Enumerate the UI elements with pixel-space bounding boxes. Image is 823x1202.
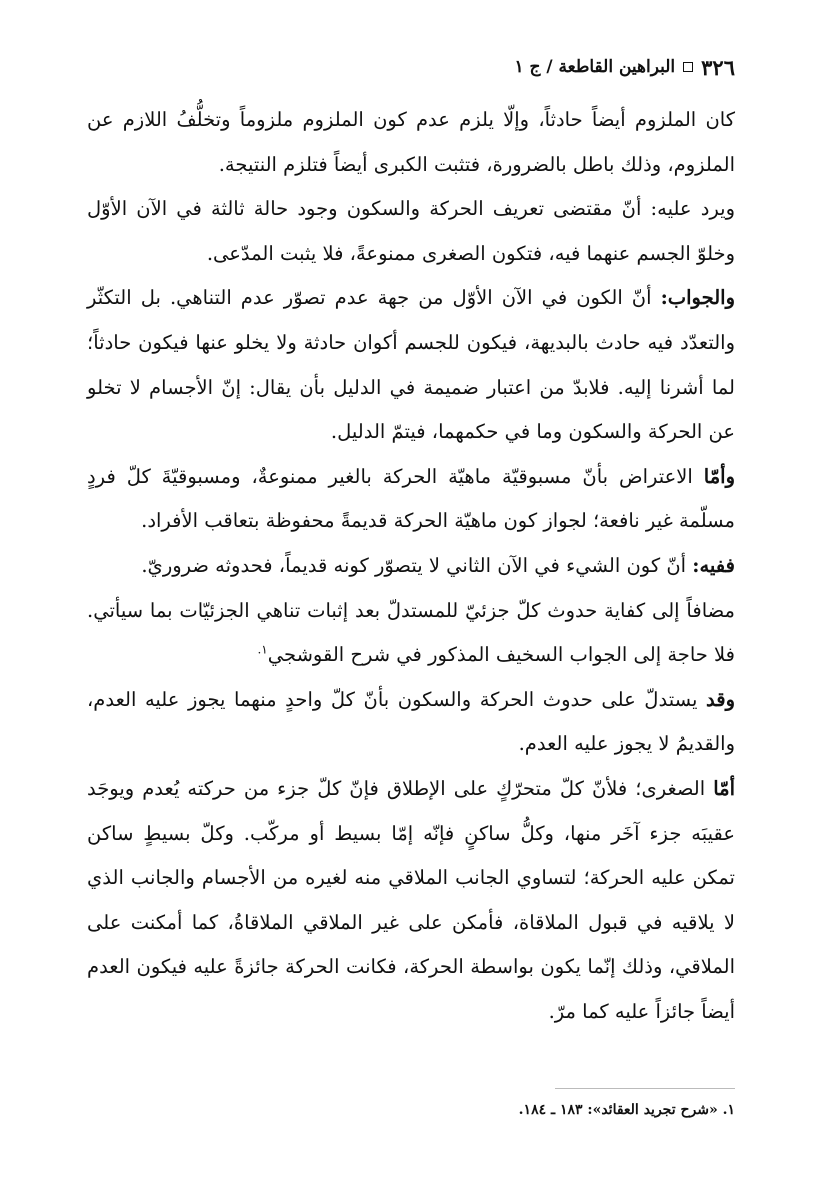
paragraph [87,678,735,767]
paragraph-lead: وقد [706,687,735,711]
paragraph [87,187,735,276]
footnote: ١. «شرح تجريد العقائد»: ١٨٣ ـ ١٨٤. [518,1102,735,1118]
paragraph-text: مضافاً إلى كفاية حدوث كلّ جزئيّ للمستدلّ بعد إثبات تناهي الجزئيّات بما سيأتي. فلا حاجة إلى الجواب السخيف المذكور في شرح القوشجي [87,598,735,667]
paragraph-text: أنّ الكون في الآن الأوّل من جهة عدم تصوّر عدم التناهي. بل التكثّر والتعدّد فيه حادث بالبديهة، فيكون للجسم أكوان حادثة ولا يخلو عنها فيكون حادثاً؛ لما أشرنا إليه. فلابدّ من اعتبار ضميمة في الدليل بأن يقال: إنّ الأجسام لا تخلو عن الحركة والسكون وما في حكمهما، فيتمّ الدليل. [87,286,735,444]
square-ornament-icon [683,62,693,72]
paragraph [87,455,735,544]
footnote-divider [555,1088,735,1089]
paragraph [87,767,735,1035]
paragraph-text: أنّ كون الشيء في الآن الثاني لا يتصوّر كونه قديماً، فحدوثه ضروريّ. [141,553,693,577]
running-header [88,52,735,82]
paragraph [87,98,735,187]
paragraph [87,589,735,678]
paragraph-lead: ففيه: [692,553,735,577]
paragraph [87,544,735,589]
paragraph [87,276,735,454]
paragraph-text: كان الملزوم أيضاً حادثاً، وإلّا يلزم عدم كون الملزوم ملزوماً وتخلُّفُ اللازم عن الملزوم، وذلك باطل بالضرورة، فتثبت الكبرى أيضاً فتلزم النتيجة. [87,108,735,176]
paragraph-text: الاعتراض بأنّ مسبوقيّة ماهيّة الحركة بالغير ممنوعةٌ، ومسبوقيّةَ كلّ فردٍ مسلّمة غير نافعة؛ لجواز كون ماهيّة الحركة قديمةً محفوظة بتعاقب الأفراد. [87,464,735,533]
paragraph-lead: وأمّا [703,464,735,488]
paragraph-text: الصغرى؛ فلأنّ كلّ متحرّكٍ على الإطلاق فإنّ كلّ جزء من حركته يُعدم ويوجَد عقيبَه جزء آخَر منها، وكلُّ ساكنٍ فإنّه إمّا بسيط أو مركّب. وكلّ بسيطٍ ساكن تمكن عليه الحركة؛ لتساوي الجانب الملاقي منه لغيره من الأجسام والجانب الذي لا يلاقيه في قبول الملاقاة، فأمكن على غير الملاقي الملاقاةُ، كما أمكنت على الملاقي، وذلك إنّما يكون بواسطة الحركة، فكانت الحركة جائزةً عليه فيكون العدم أيضاً جائزاً عليه كما مرّ. [87,776,735,1023]
paragraph-text: يستدلّ على حدوث الحركة والسكون بأنّ كلّ واحدٍ منهما يجوز عليه العدم، والقديمُ لا يجوز عليه العدم. [87,687,735,756]
footnote-reference[interactable]: ١. [257,642,268,657]
running-title: البراهين القاطعة / ج ١ [514,57,676,77]
body-text [87,98,735,1034]
paragraph-lead: أمّا [713,776,735,800]
paragraph-text: ويرد عليه: أنّ مقتضى تعريف الحركة والسكون وجود حالة ثالثة في الآن الأوّل وخلوّ الجسم عنهما فيه، فتكون الصغرى ممنوعةً، فلا يثبت المدّعى. [87,197,735,265]
page-number: ٣٢٦ [701,54,735,80]
paragraph-lead: والجواب: [660,286,735,310]
